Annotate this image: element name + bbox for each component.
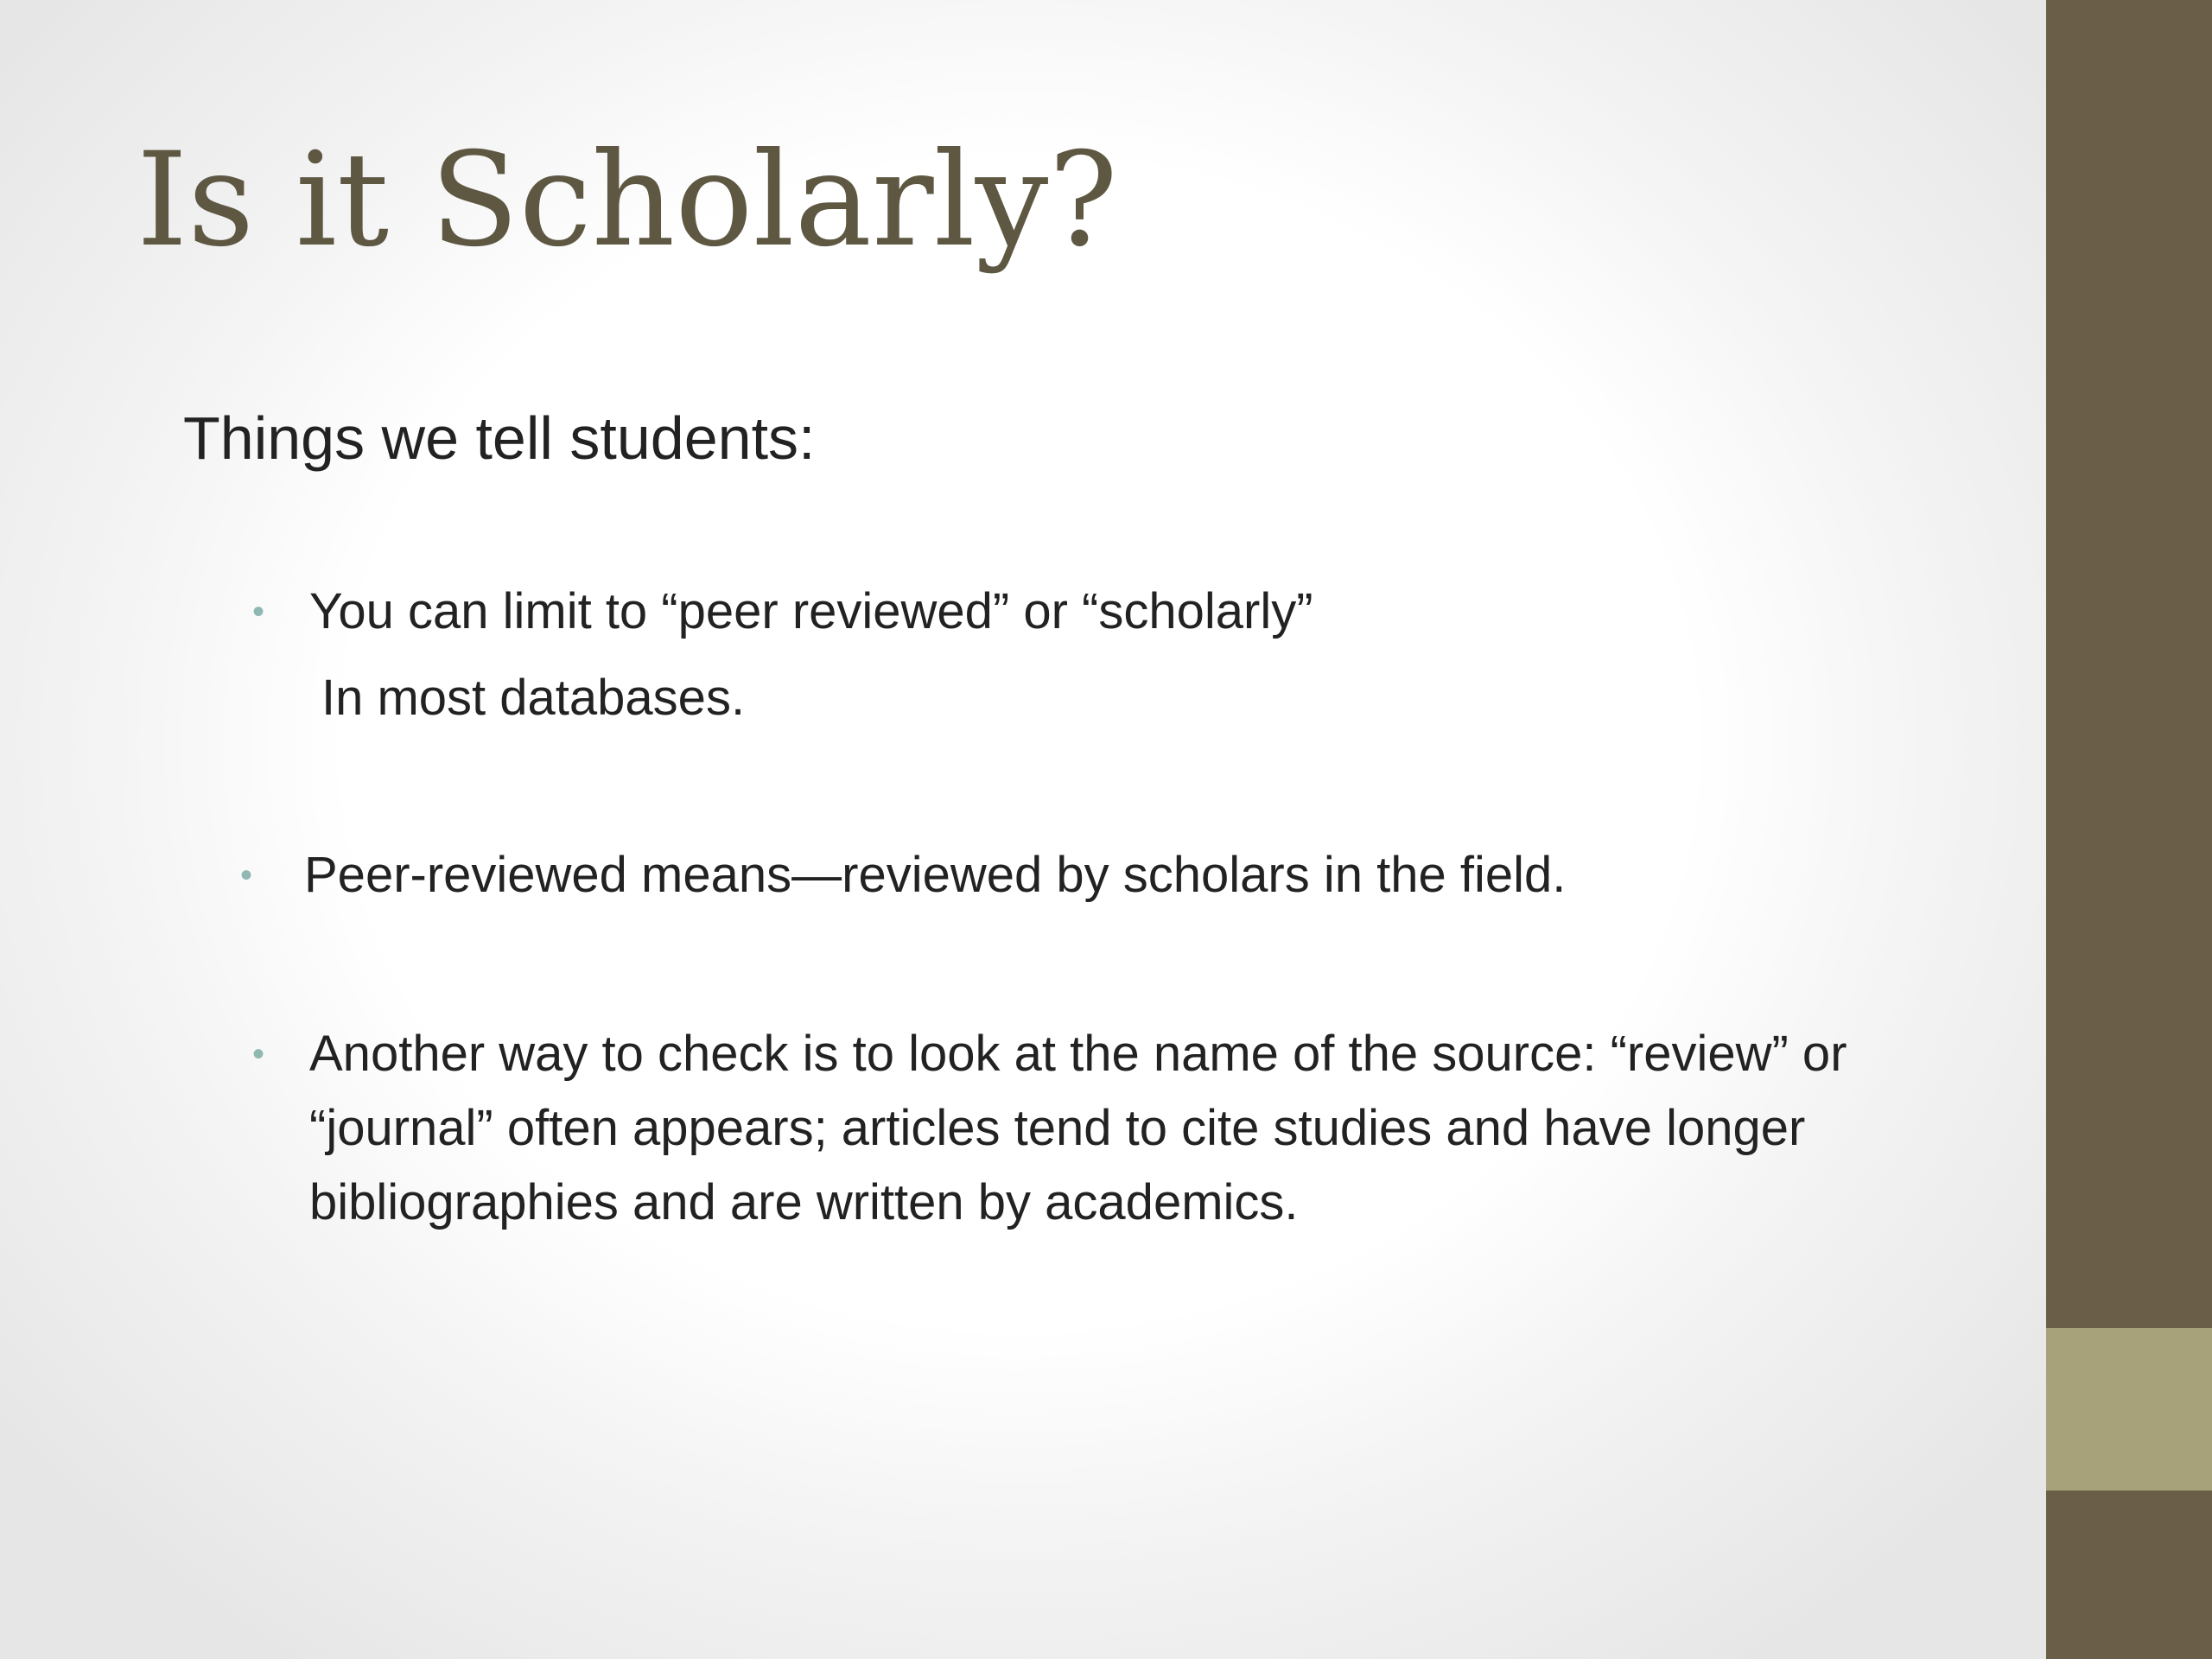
bullet-text: You can limit to “peer reviewed” or “scholarly” (309, 583, 1313, 639)
bullet-icon: • (240, 856, 253, 894)
bullet-icon: • (252, 1035, 265, 1073)
slide-subheading: Things we tell students: (183, 404, 816, 472)
bullet-continuation-text: In most databases. (321, 670, 746, 726)
slide-title: Is it Scholarly? (137, 125, 1118, 276)
bullet-icon: • (252, 593, 265, 631)
side-bar-accent-band (2046, 1328, 2212, 1491)
bullet-text: Another way to check is to look at the name of the source: “review” or “journal” often appears; articles tend to cite studies and have longer bibliographies and are written by academics. (309, 1026, 1847, 1230)
bullet-text: Peer-reviewed means—reviewed by scholars in the field. (304, 847, 1567, 903)
